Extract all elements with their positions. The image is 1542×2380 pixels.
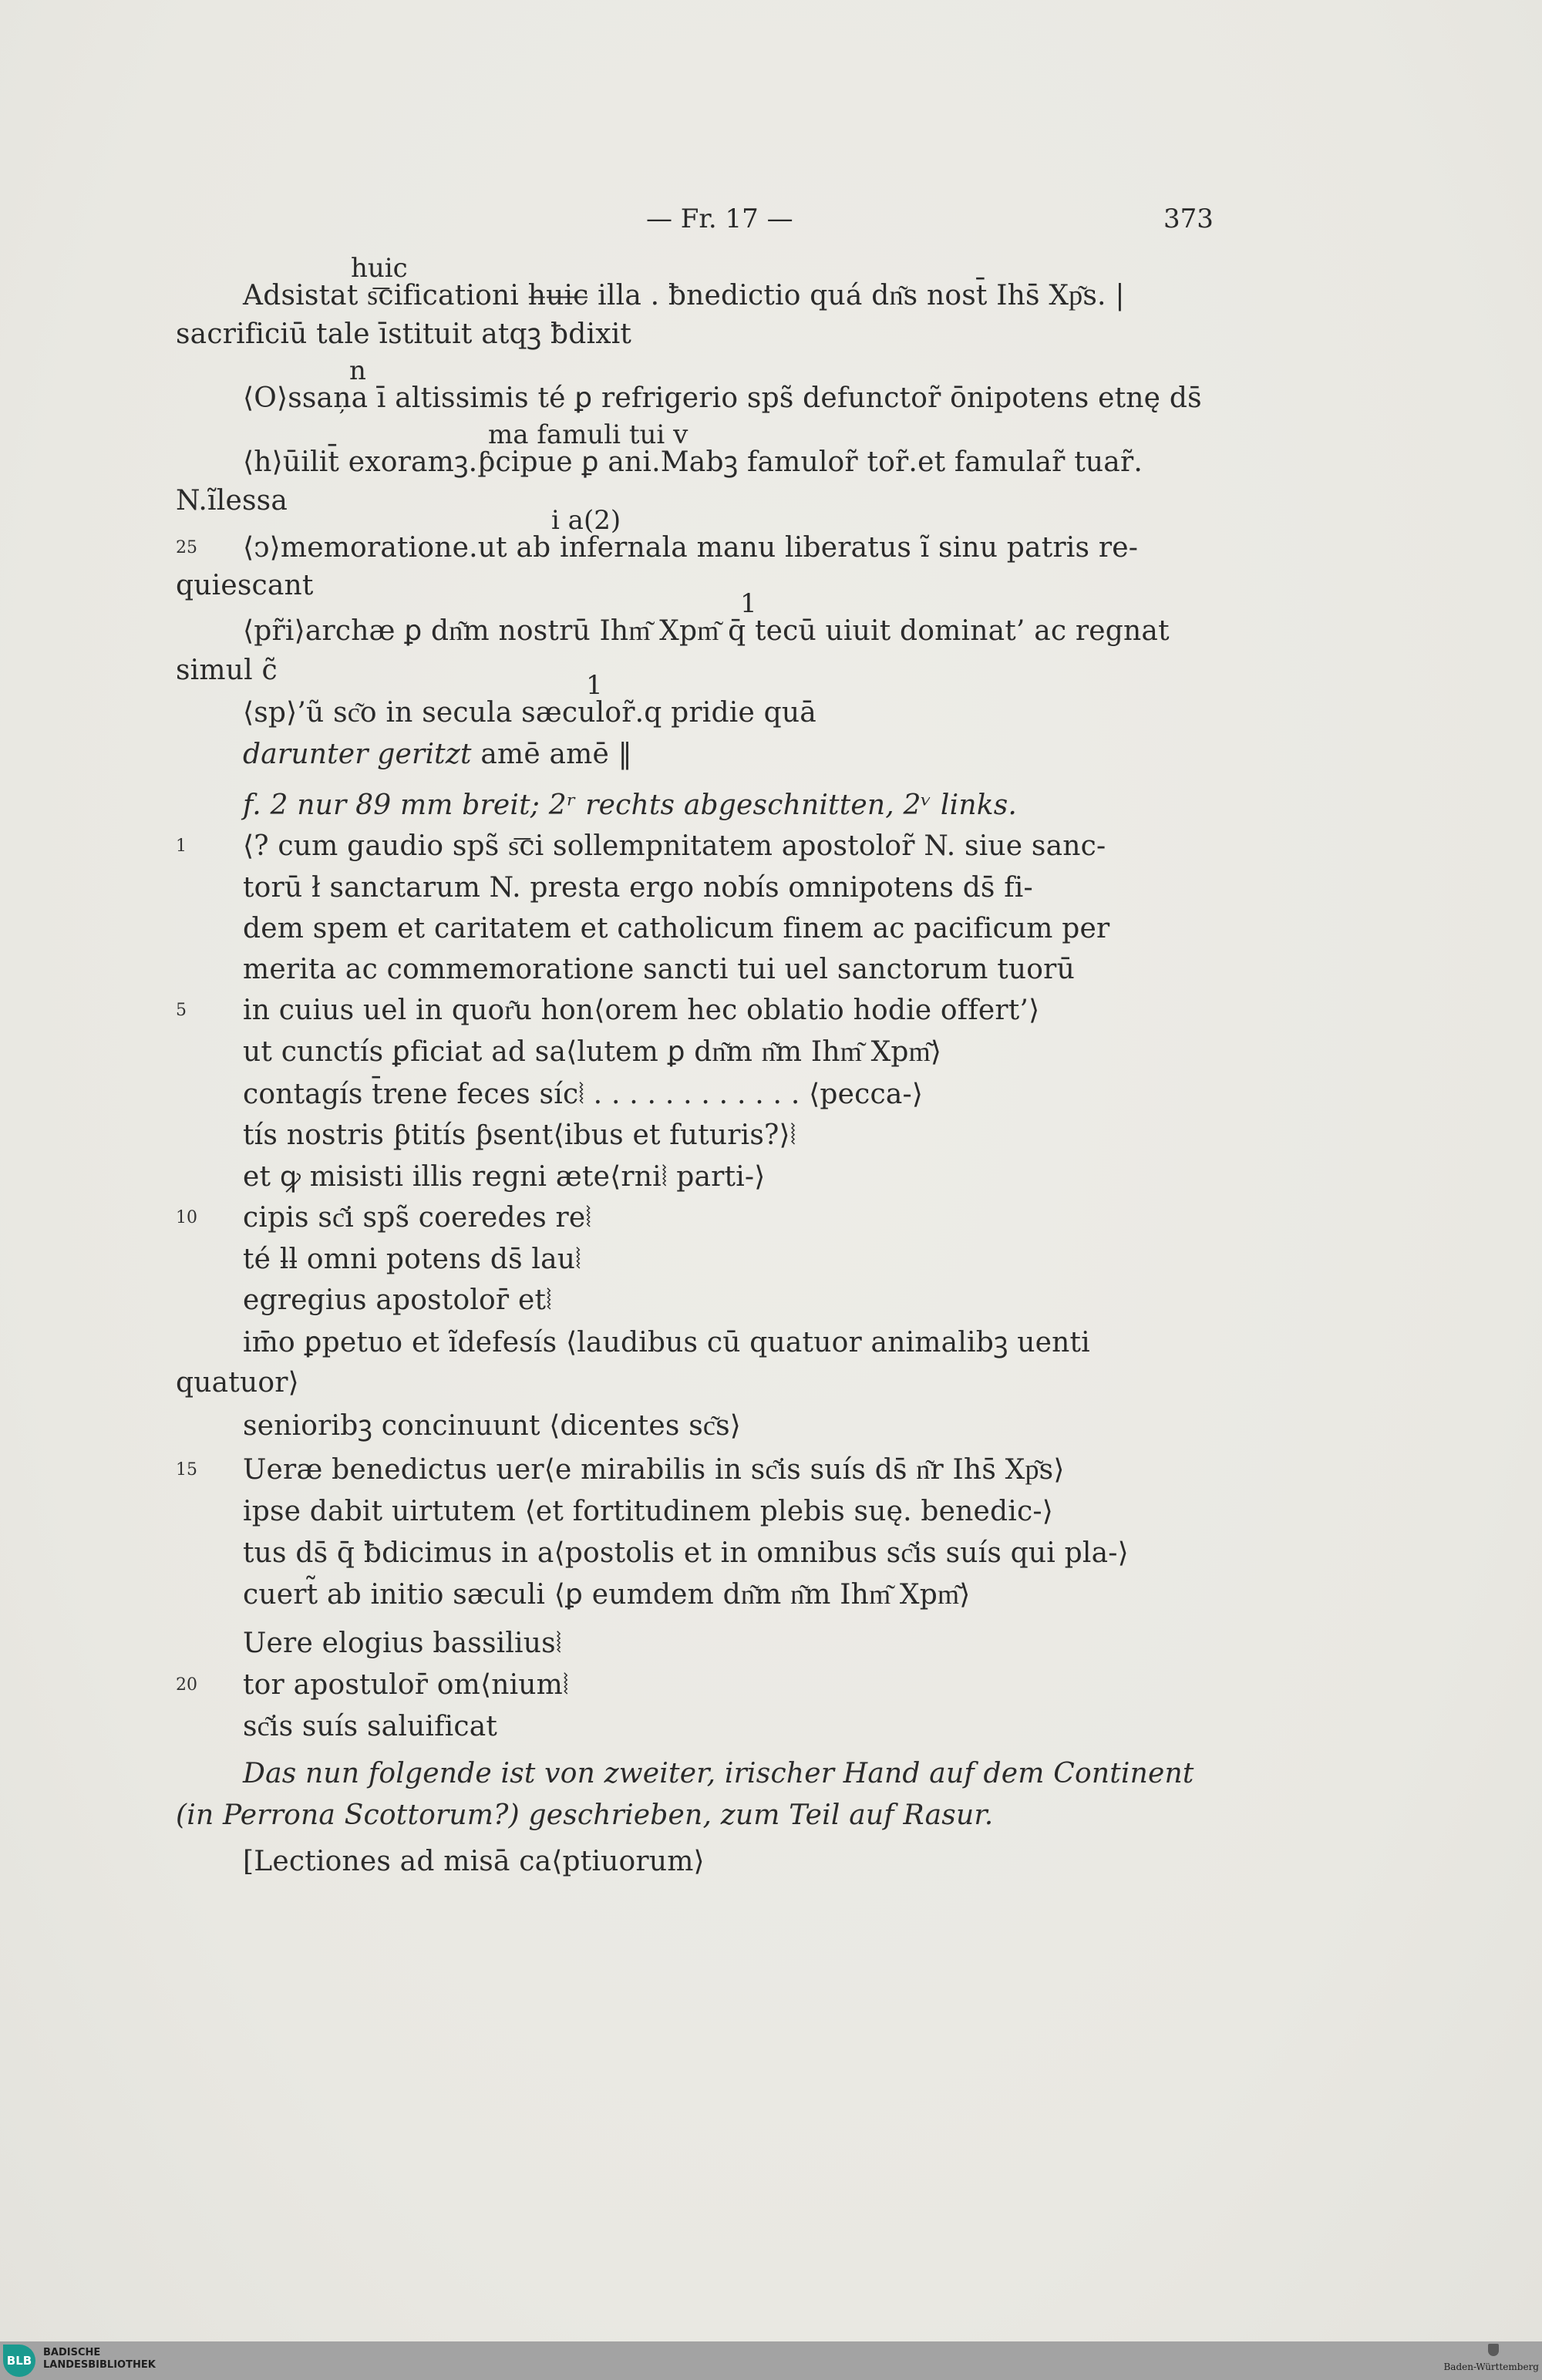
transcription-text: dem spem et caritatem et catholicum finem ac pacificum per: [243, 913, 1110, 944]
text-line: [243, 830, 1106, 863]
transcription-text: tus ds̄ q̄ ƀdicimus in a⟨postolis et in omnibus sc͂is suís qui pla-⟩: [243, 1537, 1129, 1569]
text-line: [243, 1078, 923, 1112]
transcription-text: senioribꝫ concinuunt ⟨dicentes sc͂s⟩: [243, 1410, 742, 1442]
text-line: [176, 1799, 993, 1833]
line-number: 15: [176, 1460, 197, 1480]
transcription-text: et ꝙ misisti illis regni æte⟨rni⦚ parti-⟩: [243, 1161, 766, 1193]
interlinear-gloss: n: [349, 355, 366, 386]
text-line: [243, 446, 1143, 480]
transcription-text: in cuius uel in quor͂u hon⟨orem hec oblatio hodie offert’⟩: [243, 995, 1040, 1026]
transcription-text: tor apostulor̄ om⟨nium⦚: [243, 1669, 569, 1701]
interlinear-gloss: huic: [351, 253, 408, 284]
text-line: [243, 1409, 741, 1443]
transcription-text: ipse dabit uirtutem ⟨et fortitudinem plebis suę. benedic-⟩: [243, 1496, 1053, 1527]
transcription-text: ⟨? cum gaudio sps̃ s͞ci sollempnitatem apostolor̃ N. siue sanc-: [243, 830, 1106, 862]
text-line: [243, 1160, 766, 1194]
transcription-text: ⟨ↄ⟩memoratione.ut ab infernala manu liberatus ĩ sinu patris re-: [243, 532, 1139, 564]
text-line: [243, 279, 1125, 313]
line-number: 5: [176, 1001, 187, 1020]
transcription-text: torū ł sanctarum N. presta ergo nobís omnipotens ds̄ fi-: [243, 872, 1033, 904]
transcription-text: Uere elogius bassilius⦚: [243, 1628, 562, 1659]
transcription-text: N.ĩlessa: [176, 485, 288, 517]
transcription-text: ⟨O⟩ssan̦a ī altissimis té ꝑ refrigerio sps̃ defunctor̃ ōnipotens etnę ds̄: [243, 382, 1202, 414]
state-name: Baden-Württemberg: [1443, 2361, 1539, 2372]
transcription-text: amē amē ‖: [471, 739, 632, 770]
text-line: [243, 871, 1033, 905]
transcription-text: tís nostris ƥtitís ƥsent⟨ibus et futuris?⟩⦚: [243, 1119, 796, 1151]
text-line: [243, 738, 632, 772]
line-number: 1: [176, 837, 187, 856]
text-line: [176, 654, 278, 688]
editorial-note: Das nun folgende ist von zweiter, irischer Hand auf dem Continent: [243, 1758, 1194, 1789]
text-line: [243, 789, 1017, 823]
transcription-text: merita ac commemoratione sancti tui uel sanctorum tuorū: [243, 954, 1075, 985]
library-name: [43, 2347, 156, 2372]
transcription-text: quiescant: [176, 570, 314, 601]
text-line: [243, 1710, 497, 1744]
transcription-text: ⟨pr̃i⟩archæ ꝑ dn͂m nostrū Ihm͂ Xpm͂ q̄ tecū uiuit dominat’ ac regnat: [243, 615, 1170, 647]
transcription-text: [Lectiones ad misā ca⟨ptiuorum⟩: [243, 1846, 705, 1877]
transcription-text: im̄o ꝑpetuo et ĩdefesís ⟨laudibus cū quatuor animalibꝫ uenti: [243, 1327, 1090, 1358]
text-line: [176, 484, 288, 518]
library-name-line2: LANDESBIBLIOTHEK: [43, 2359, 156, 2371]
interlinear-gloss: i a(2): [551, 505, 621, 536]
transcription-text: quatuor⟩: [176, 1367, 299, 1399]
transcription-text: té ƚƚ omni potens ds̄ lau⦚: [243, 1244, 581, 1275]
text-line: [243, 1627, 562, 1661]
interlinear-gloss: 1: [740, 588, 757, 619]
transcription-text: egregius apostolor̄ et⦚: [243, 1284, 552, 1316]
transcription-text: contagís t̄rene feces síc⦚ . . . . . . . . . . . . ⟨pecca-⟩: [243, 1079, 924, 1110]
transcription-text: ut cunctís ꝑficiat ad sa⟨lutem ꝑ dn͂m n͂m Ihm͂ Xpm͂⟩: [243, 1036, 942, 1068]
text-line: [176, 1366, 299, 1400]
transcription-text: cipis sc͂i sps̃ coeredes re⦚: [243, 1202, 592, 1234]
text-line: [243, 1119, 796, 1153]
text-line: [243, 994, 1039, 1028]
blb-logo-icon: BLB: [3, 2345, 35, 2377]
transcription-text: Adsistat s͞cificationi h̶u̶i̶c̶ illa . ƀnedictio quá dn͂s nost̄ Ihs̄ Xp͂s. |: [243, 280, 1125, 311]
text-line: [243, 1243, 581, 1277]
text-line: [243, 696, 816, 730]
editorial-note: darunter geritzt: [243, 739, 472, 770]
editorial-note: f. 2 nur 89 mm breit; 2ʳ rechts abgeschnitten, 2ᵛ links.: [243, 789, 1018, 821]
transcription-text: sacrificiū tale īstituit atqꝫ ƀdixit: [176, 318, 632, 350]
text-line: [243, 1035, 941, 1069]
text-line: [243, 1284, 552, 1318]
text-line: [243, 1757, 1194, 1791]
transcription-text: sc͂is suís saluificat: [243, 1711, 498, 1742]
text-line: [243, 1845, 705, 1879]
text-line: [243, 953, 1075, 987]
footer-bar: [0, 2341, 1542, 2380]
text-line: [243, 1578, 970, 1612]
page-number: 373: [1163, 204, 1214, 234]
transcription-text: cuert̃ ab initio sæculi ⟨ꝑ eumdem dn͂m n͂m Ihm͂ Xpm͂⟩: [243, 1579, 971, 1611]
coat-of-arms-icon: [1488, 2344, 1499, 2356]
text-line: [243, 1326, 1090, 1360]
text-line: [243, 912, 1109, 946]
line-number: 20: [176, 1675, 197, 1695]
text-line: [243, 1668, 569, 1702]
text-line: [243, 531, 1138, 565]
text-line: [243, 1495, 1053, 1529]
running-title: — Fr. 17 —: [646, 204, 793, 234]
interlinear-gloss: 1: [586, 670, 603, 701]
text-line: [243, 382, 1202, 416]
transcription-text: ⟨sp⟩’ũ sc͂o in secula sæculor̃.q pridie quā: [243, 697, 816, 729]
text-line: [243, 614, 1170, 648]
interlinear-gloss: ma famuli tui v: [488, 419, 689, 450]
transcription-text: simul c̃: [176, 655, 278, 686]
transcription-text: ⟨h⟩ūilit̄ exoramꝫ.ƥcipue ꝑ ani.Mabꝫ famulor̃ tor̃.et famular̃ tuar̃.: [243, 446, 1143, 478]
text-line: [243, 1537, 1129, 1570]
text-line: [176, 318, 631, 352]
line-number: 25: [176, 538, 197, 557]
text-line: [243, 1201, 591, 1235]
editorial-note: (in Perrona Scottorum?) geschrieben, zum Teil auf Rasur.: [176, 1799, 994, 1831]
text-line: [176, 569, 314, 603]
text-line: [243, 1453, 1065, 1487]
transcription-text: Ueræ benedictus uer⟨e mirabilis in sc͂is suís ds̄ n͂r Ihs̄ Xp͂s⟩: [243, 1454, 1065, 1486]
library-name-line1: BADISCHE: [43, 2347, 101, 2358]
line-number: 10: [176, 1208, 197, 1227]
